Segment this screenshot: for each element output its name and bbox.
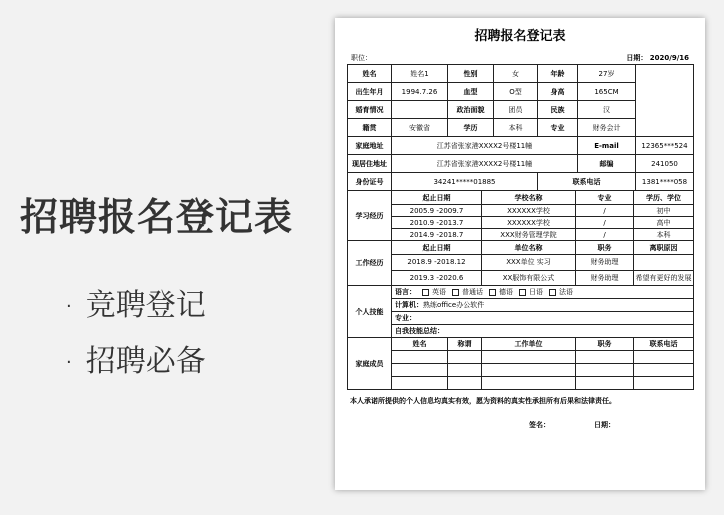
lang-option: 英语: [432, 288, 446, 296]
family-header: 联系电话: [634, 338, 694, 351]
bullet-dot-icon: ·: [66, 352, 72, 373]
bullet-item: [66, 280, 206, 324]
major-label: 专业: [538, 119, 578, 137]
family-header: 职务: [576, 338, 634, 351]
work-company: XX服饰有限公式: [482, 270, 576, 285]
work-header: 离职原因: [634, 241, 694, 255]
politics-value: 团员: [494, 101, 538, 119]
study-major: /: [576, 229, 634, 241]
ethnic-label: 民族: [538, 101, 578, 119]
study-header: 学历、学位: [634, 191, 694, 205]
study-header: 专业: [576, 191, 634, 205]
computer-label: 计算机：: [395, 301, 423, 309]
study-header: 学校名称: [482, 191, 576, 205]
languages-row: [392, 286, 694, 299]
checkbox-icon: [422, 289, 429, 296]
name-label: 姓名: [348, 65, 392, 83]
family-label: 家庭成员: [348, 338, 392, 390]
work-label: 工作经历: [348, 241, 392, 286]
origin-label: 籍贯: [348, 119, 392, 137]
table-row: [348, 351, 694, 364]
study-major: /: [576, 217, 634, 229]
study-degree: 本科: [634, 229, 694, 241]
study-date: 2005.9 -2009.7: [392, 205, 482, 217]
gender-value: 女: [494, 65, 538, 83]
zip-label: 邮编: [578, 155, 636, 173]
hero-panel: [0, 0, 335, 515]
table-row: [348, 229, 694, 241]
blood-label: 血型: [448, 83, 494, 101]
sign-label: 签名：: [529, 421, 550, 429]
work-header: 职务: [576, 241, 634, 255]
home-label: 家庭地址: [348, 137, 392, 155]
birth-value: 1994.7.26: [392, 83, 448, 101]
study-major: /: [576, 205, 634, 217]
study-school: XXXXXX学校: [482, 205, 576, 217]
politics-label: 政治面貌: [448, 101, 494, 119]
date-field: [626, 52, 689, 64]
blood-value: O型: [494, 83, 538, 101]
study-date: 2010.9 -2013.7: [392, 217, 482, 229]
work-title: 财务助理: [576, 255, 634, 270]
checkbox-icon: [549, 289, 556, 296]
phone-label: 联系电话: [538, 173, 636, 191]
phone-value: 1381****058: [636, 173, 694, 191]
photo-box: [636, 65, 694, 137]
home-value: 江苏省张家港XXXX2号楼11幢: [392, 137, 578, 155]
study-degree: 高中: [634, 217, 694, 229]
height-label: 身高: [538, 83, 578, 101]
work-date: 2019.3 -2020.6: [392, 270, 482, 285]
skills-label: 个人技能: [348, 286, 392, 338]
computer-row: [392, 299, 694, 312]
table-row: [348, 205, 694, 217]
edu-label: 学历: [448, 119, 494, 137]
basic-info-table: [347, 64, 694, 191]
work-table: [347, 240, 694, 286]
work-date: 2018.9 -2018.12: [392, 255, 482, 270]
study-label: 学习经历: [348, 191, 392, 241]
family-header: 工作单位: [482, 338, 576, 351]
lang-option: 普通话: [462, 288, 483, 296]
family-header: 称谓: [448, 338, 482, 351]
table-row: [348, 377, 694, 390]
bullet-dot-icon: ·: [66, 296, 72, 317]
summary-label: 自我技能总结：: [392, 325, 694, 338]
statement: 本人承诺所提供的个人信息均真实有效，愿为资料的真实性承担所有后果和法律责任。: [350, 397, 616, 405]
computer-value: 熟练office办公软件: [423, 301, 485, 309]
lang-option: 日语: [529, 288, 543, 296]
work-reason: 希望有更好的发展: [634, 270, 694, 285]
name-value: 姓名1: [392, 65, 448, 83]
family-table: [347, 337, 694, 390]
work-header: 起止日期: [392, 241, 482, 255]
hero-title: 招聘报名登记表: [20, 195, 294, 239]
date-value: 2020/9/16: [649, 54, 689, 62]
marital-value: [392, 101, 448, 119]
age-label: 年龄: [538, 65, 578, 83]
ethnic-value: 汉: [578, 101, 636, 119]
email-value: 12365***524: [636, 137, 694, 155]
birth-label: 出生年月: [348, 83, 392, 101]
gender-label: 性别: [448, 65, 494, 83]
study-school: XXX财务管理学院: [482, 229, 576, 241]
skills-table: [347, 285, 694, 338]
work-company: XXX单位 实习: [482, 255, 576, 270]
bullet-item: [66, 336, 206, 380]
signature-row: [347, 410, 693, 430]
origin-value: 安徽省: [392, 119, 448, 137]
family-header: 姓名: [392, 338, 448, 351]
study-header: 起止日期: [392, 191, 482, 205]
checkbox-icon: [519, 289, 526, 296]
study-school: XXXXXX学校: [482, 217, 576, 229]
form-meta: [347, 52, 693, 64]
current-label: 现居住地址: [348, 155, 392, 173]
study-date: 2014.9 -2018.7: [392, 229, 482, 241]
lang-option: 法语: [559, 288, 573, 296]
lang-label: 语言：: [395, 288, 416, 296]
table-row: [348, 217, 694, 229]
email-label: E-mail: [578, 137, 636, 155]
checkbox-icon: [452, 289, 459, 296]
marital-label: 婚育情况: [348, 101, 392, 119]
age-value: 27岁: [578, 65, 636, 83]
table-row: [348, 270, 694, 285]
form-preview: [335, 18, 705, 490]
work-title: 财务助理: [576, 270, 634, 285]
zip-value: 241050: [636, 155, 694, 173]
id-label: 身份证号: [348, 173, 392, 191]
work-reason: [634, 255, 694, 270]
date-label: 日期：: [626, 54, 648, 62]
study-degree: 初中: [634, 205, 694, 217]
form-title: 招聘报名登记表: [474, 29, 566, 44]
specialty-label: 专业：: [392, 312, 694, 325]
edu-value: 本科: [494, 119, 538, 137]
work-header: 单位名称: [482, 241, 576, 255]
position-label: 职位：: [351, 54, 372, 62]
current-value: 江苏省张家港XXXX2号楼11幢: [392, 155, 578, 173]
height-value: 165CM: [578, 83, 636, 101]
bullet-text: 竞聘登记: [85, 288, 206, 323]
bullet-text: 招聘必备: [85, 344, 206, 379]
lang-option: 德语: [499, 288, 513, 296]
table-row: [348, 364, 694, 377]
id-value: 34241*****01885: [392, 173, 538, 191]
study-table: [347, 190, 694, 241]
table-row: [348, 255, 694, 270]
major-value: 财务会计: [578, 119, 636, 137]
checkbox-icon: [489, 289, 496, 296]
sign-date-label: 日期：: [594, 421, 615, 429]
